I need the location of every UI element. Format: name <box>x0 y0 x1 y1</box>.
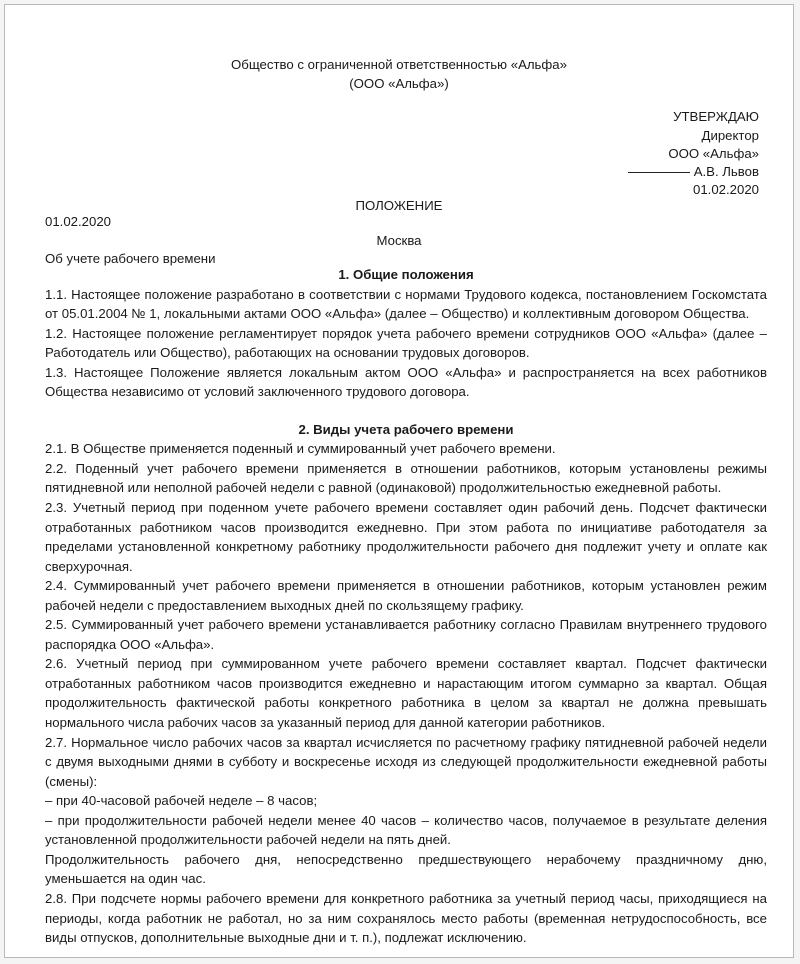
list-item: – при 40-часовой рабочей неделе – 8 часов; <box>45 793 318 809</box>
paragraph: 1.3. Настоящее Положение является локальным актом ООО «Альфа» и распространяется на всех работников Общества независимо от условий заключенного трудового договора. <box>45 364 767 400</box>
paragraph: 2.2. Поденный учет рабочего времени применяется в отношении работников, которым установлены режимы пятидневной или неполной рабочей недели с равной (одинаковой) продолжительностью ежедневной работы. <box>45 460 767 496</box>
list-item: – при продолжительности рабочей недели менее 40 часов – количество часов, получаемое в результате деления установленной продолжительности рабочей недели на пять дней. <box>45 812 767 848</box>
paragraph: 1.1. Настоящее положение разработано в соответствии с нормами Трудового кодекса, постановлением Госкомстата от 05.01.2004 № 1, локальными актами ООО «Альфа» (далее – Общество) и коллективным договором Общества. <box>45 286 767 322</box>
document-page <box>4 4 794 958</box>
paragraph: 2.6. Учетный период при суммированном учете рабочего времени составляет квартал. Подсчет фактически отработанных работником часов производится ежедневно и нарастающим итогом суммарно за квартал. Общая продолжительность фактической работы конкретного работника в целом за квартал не должна превышать нормального числа рабочих часов за указанный период для данной категории работников. <box>45 656 767 731</box>
approval-signature-line <box>628 164 759 179</box>
paragraph: Продолжительность рабочего дня, непосредственно предшествующего нерабочему праздничному дню, уменьшается на один час. <box>45 851 767 887</box>
signature-line <box>628 172 690 173</box>
approval-signer: А.В. Львов <box>693 164 759 179</box>
approval-position: Директор <box>701 128 759 143</box>
approval-company: ООО «Альфа» <box>668 146 759 161</box>
approval-title: УТВЕРЖДАЮ <box>673 109 759 124</box>
document-body <box>45 265 767 948</box>
paragraph: 2.7. Нормальное число рабочих часов за квартал исчисляется по расчетному графику пятидневной рабочей недели с двумя выходными днями в субботу и воскресенье исходя из следующей продолжительности ежедневной работы (смены): <box>45 734 767 789</box>
paragraph: 2.1. В Обществе применяется поденный и суммированный учет рабочего времени. <box>45 441 556 457</box>
document-city: Москва <box>376 233 422 248</box>
org-short-name: (ООО «Альфа») <box>349 76 449 91</box>
section-title: 1. Общие положения <box>338 267 474 282</box>
paragraph: 2.8. При подсчете нормы рабочего времени для конкретного работника за учетный период часы, приходящиеся на периоды, когда работник не работал, но за ним сохранялось место работы (временная нетрудоспособность, все виды отпусков, дополнительные выходные дни и т. п.), подлежат исключению. <box>45 890 767 946</box>
document-subject: Об учете рабочего времени <box>45 251 216 266</box>
approval-date: 01.02.2020 <box>692 182 759 197</box>
paragraph: 2.3. Учетный период при поденном учете рабочего времени составляет один рабочий день. Подсчет фактически отработанных работником часов производится ежедневно. При этом работа по инициативе работодателя за пределами установленной конкретному работнику продолжительности рабочего дня подлежит учету и оплате как сверхурочная. <box>45 500 767 574</box>
paragraph: 2.5. Суммированный учет рабочего времени устанавливается работнику согласно Правилам внутреннего трудового распорядка ООО «Альфа». <box>45 617 767 652</box>
paragraph: 1.2. Настоящее положение регламентирует порядок учета рабочего времени сотрудников ООО «Альфа» (далее – Работодатель или Общество), работающих на основании трудовых договоров. <box>45 325 767 361</box>
document-title: ПОЛОЖЕНИЕ <box>355 198 443 213</box>
section-title: 2. Виды учета рабочего времени <box>298 421 514 437</box>
paragraph: 2.4. Суммированный учет рабочего времени применяется в отношении работников, которым установлен режим рабочей недели с предоставлением выходных дней по скользящему графику. <box>45 578 767 613</box>
org-full-name: Общество с ограниченной ответственностью «Альфа» <box>231 57 567 72</box>
document-date: 01.02.2020 <box>45 214 112 229</box>
